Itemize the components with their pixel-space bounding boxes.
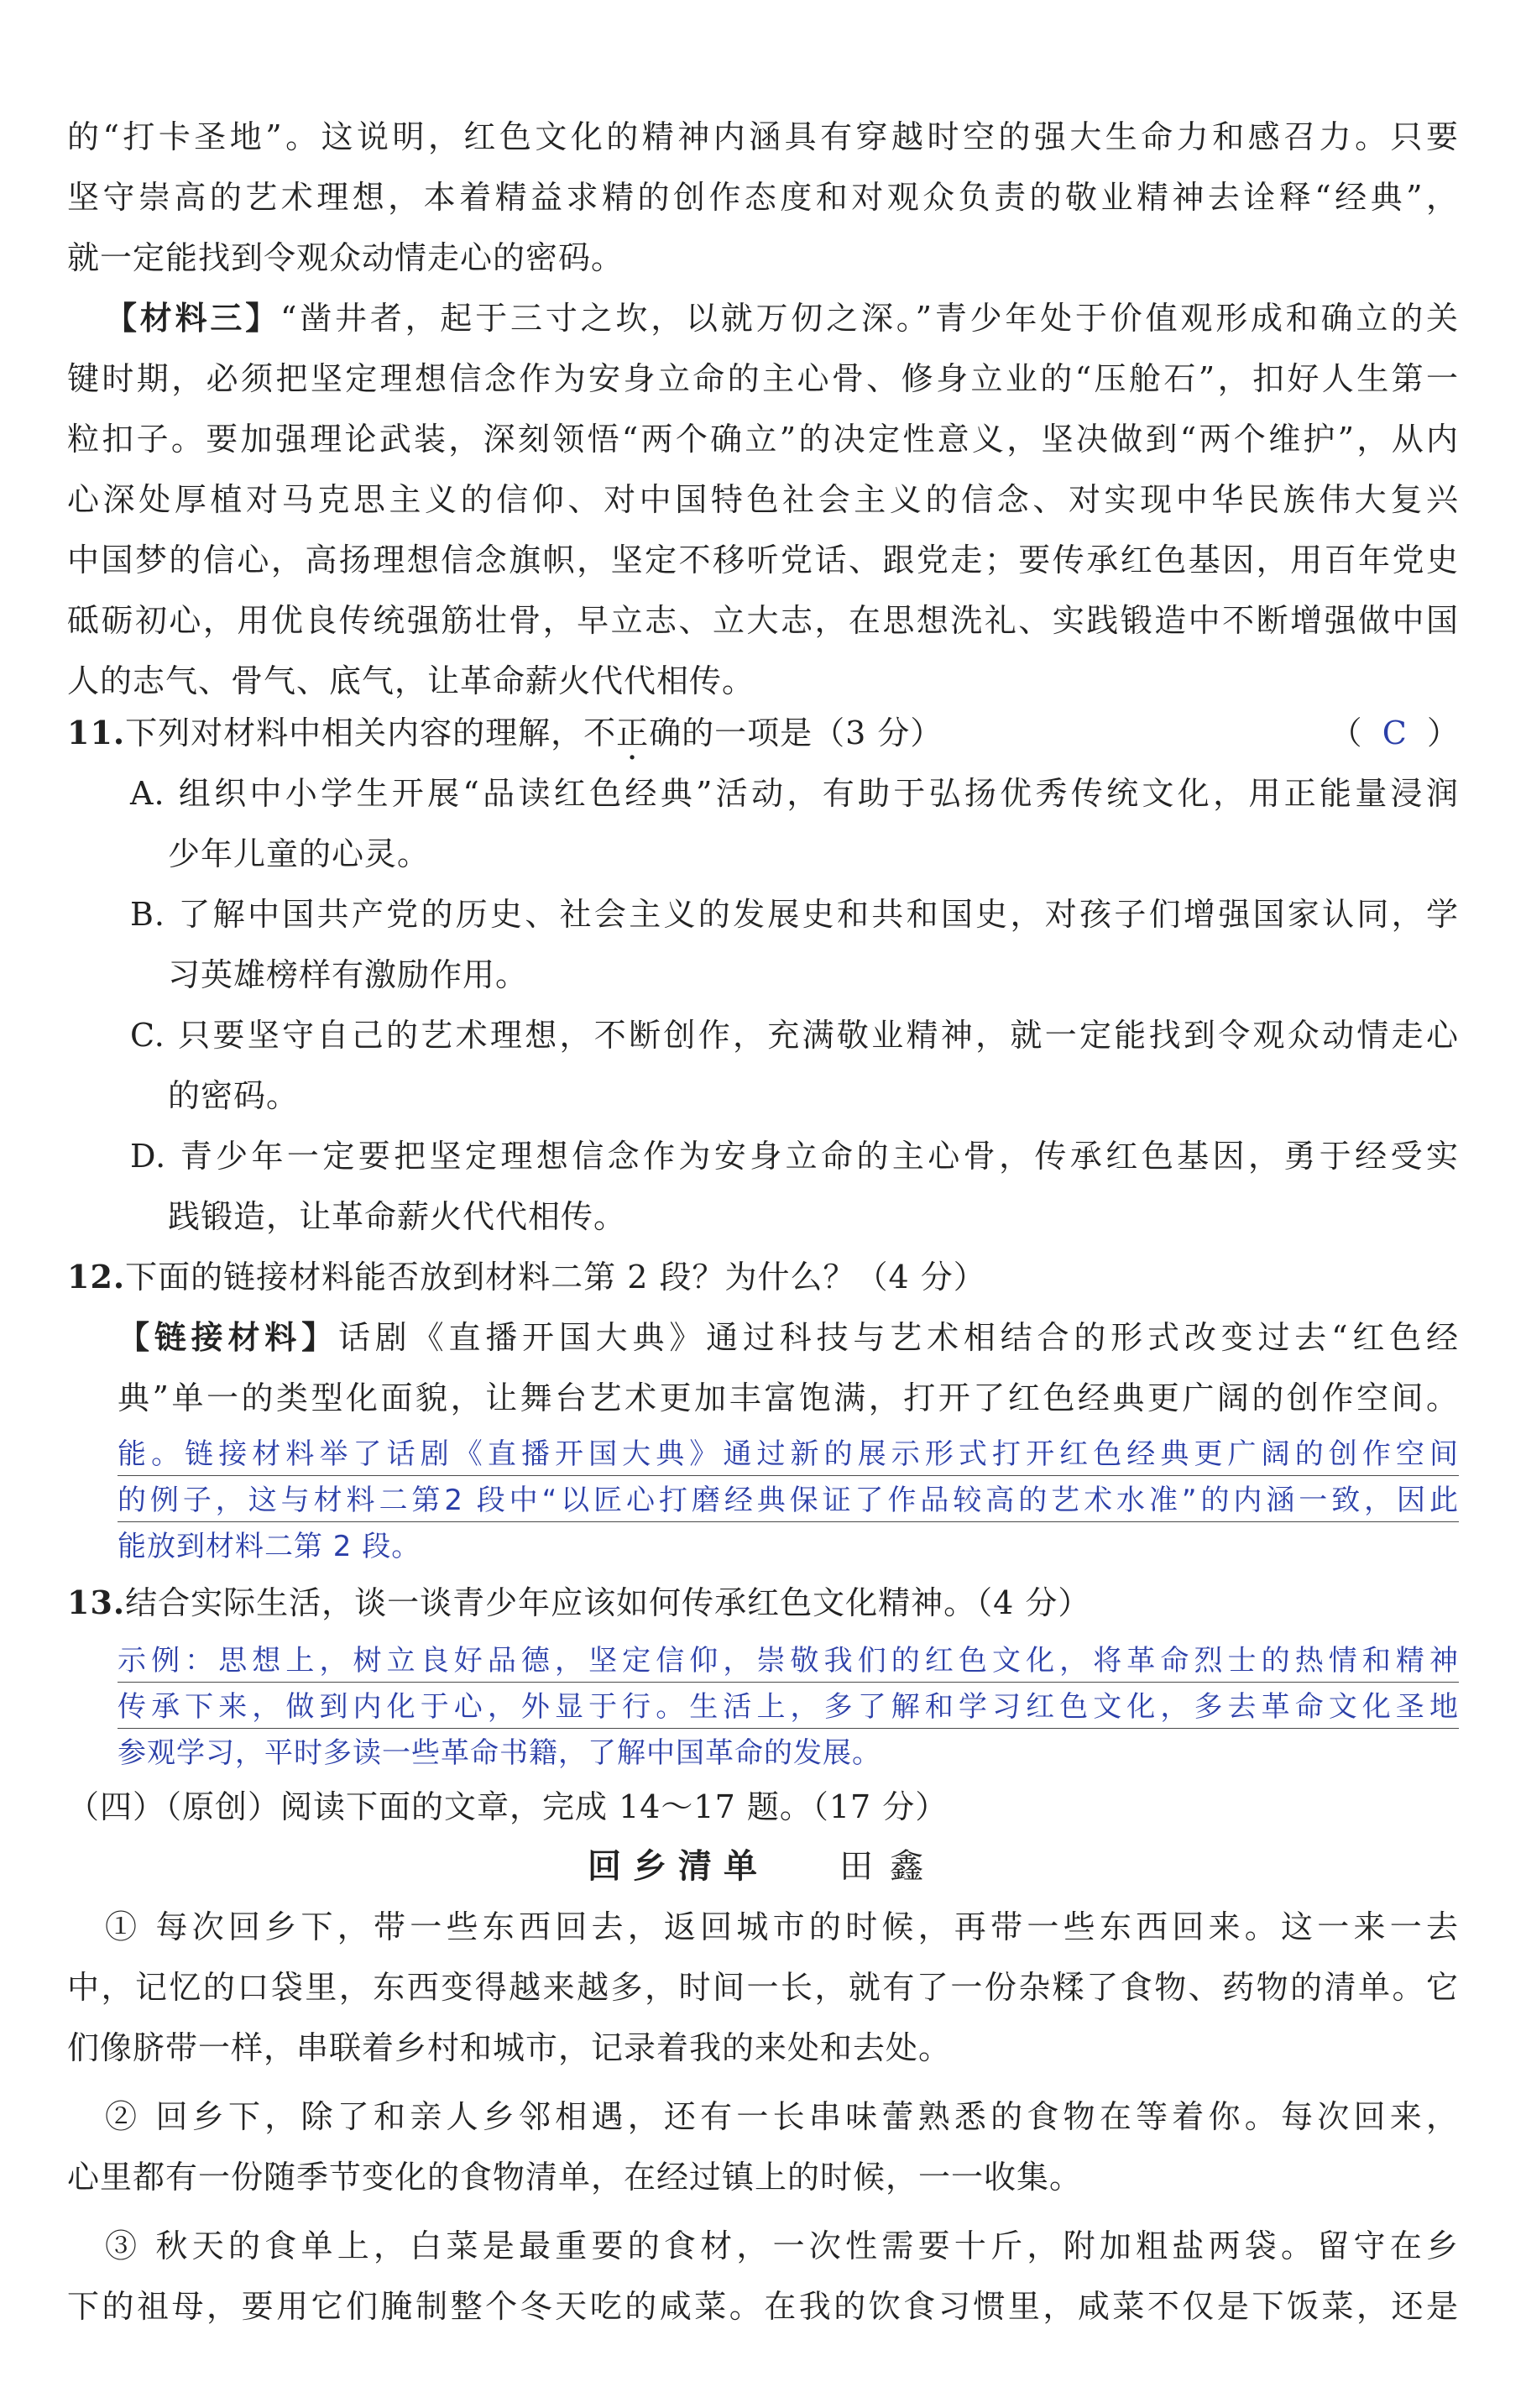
q12-answer-line: 能放到材料二第 2 段。 — [118, 1530, 421, 1563]
q11-option-b: B. 了解中国共产党的历史、社会主义的发展史和共和国史，对孩子们增强国家认同，学 — [130, 896, 1459, 933]
material3-line: 砥砺初心，用优良传统强筋壮骨，早立志、立大志，在思想洗礼、实践锻造中不断增强做中国 — [67, 602, 1459, 639]
q13-stem: 13.结合实际生活，谈一谈青少年应该如何传承红色文化精神。（4 分） — [67, 1584, 1091, 1621]
q13-answer-line: 示例：思想上，树立良好品德，坚定信仰，崇敬我们的红色文化，将革命烈士的热情和精神 — [118, 1640, 1459, 1683]
q11-option-d: D. 青少年一定要把坚定理想信念作为安身立命的主心骨，传承红色基因，勇于经受实 — [130, 1138, 1459, 1175]
q13-answer-line: 参观学习，平时多读一些革命书籍，了解中国革命的发展。 — [118, 1736, 881, 1770]
q11-stem: 11.下列对材料中相关内容的理解，不正确的一项是（3 分） — [67, 712, 1274, 754]
q11-option-a-cont: 少年儿童的心灵。 — [168, 835, 431, 872]
material2-line: 的“打卡圣地”。这说明，红色文化的精神内涵具有穿越时空的强大生命力和感召力。只要 — [67, 118, 1459, 155]
material3-line: 中国梦的信心，高扬理想信念旗帜，坚定不移听党话、跟党走；要传承红色基因，用百年党史 — [67, 542, 1459, 578]
material3-line: 人的志气、骨气、底气，让革命薪火代代相传。 — [67, 662, 755, 699]
q11-option-d-cont: 践锻造，让革命薪火代代相传。 — [168, 1198, 627, 1235]
q11-option-c-cont: 的密码。 — [168, 1077, 300, 1114]
q11-option-a: A. 组织中小学生开展“品读红色经典”活动，有助于弘扬优秀传统文化，用正能量浸润 — [130, 775, 1459, 812]
article-title: 回乡清单 — [588, 1846, 769, 1886]
q12-link-label: 【链接材料】 — [118, 1318, 338, 1356]
q11-option-b-cont: 习英雄榜样有激励作用。 — [168, 956, 529, 993]
paragraph-line: ① 每次回乡下，带一些东西回去，返回城市的时候，再带一些东西回来。这一来一去 — [105, 1908, 1459, 1945]
q12-link-material: 【链接材料】话剧《直播开国大典》通过科技与艺术相结合的形式改变过去“红色经 — [118, 1318, 1459, 1356]
paragraph-line: 心里都有一份随季节变化的食物清单，在经过镇上的时候，一一收集。 — [67, 2159, 1083, 2196]
q12-answer-line: 能。链接材料举了话剧《直播开国大典》通过新的展示形式打开红色经典更广阔的创作空间 — [118, 1433, 1459, 1476]
material3-label: 【材料三】 — [105, 299, 280, 337]
paragraph-line: ③ 秋天的食单上，白菜是最重要的食材，一次性需要十斤，附加粗盐两袋。留守在乡 — [105, 2227, 1459, 2264]
paragraph-line: ② 回乡下，除了和亲人乡邻相遇，还有一长串味蕾熟悉的食物在等着你。每次回来， — [105, 2098, 1459, 2135]
article-author: 田鑫 — [839, 1847, 940, 1886]
paragraph-line: 下的祖母，要用它们腌制整个冬天吃的咸菜。在我的饮食习惯里，咸菜不仅是下饭菜，还是 — [67, 2288, 1459, 2325]
section4-intro: （四）（原创）阅读下面的文章，完成 14～17 题。（17 分） — [67, 1788, 949, 1825]
material2-line: 就一定能找到令观众动情走心的密码。 — [67, 239, 625, 276]
q13-answer-line: 传承下来，做到内化于心，外显于行。生活上，多了解和学习红色文化，多去革命文化圣地 — [118, 1686, 1459, 1729]
q12-answer-line: 的例子，这与材料二第2 段中“以匠心打磨经典保证了作品较高的艺术水准”的内涵一致，因此 — [118, 1479, 1459, 1522]
paragraph-line: 们像脐带一样，串联着乡村和城市，记录着我的来处和去处。 — [67, 2029, 952, 2066]
q11-answer: C — [1382, 715, 1407, 751]
q11-answer-box: （ C ） — [1330, 715, 1459, 751]
material3-first-line: 【材料三】“凿井者，起于三寸之坎，以就万仞之深。”青少年处于价值观形成和确立的关 — [105, 299, 1459, 337]
material3-line: 键时期，必须把坚定理想信念作为安身立命的主心骨、修身立业的“压舱石”，扣好人生第一 — [67, 360, 1459, 397]
q11-option-c: C. 只要坚守自己的艺术理想，不断创作，充满敬业精神，就一定能找到令观众动情走心 — [130, 1017, 1459, 1054]
q11-number: 11. — [67, 714, 126, 751]
q12-stem: 12.下面的链接材料能否放到材料二第 2 段？为什么？（4 分） — [67, 1258, 986, 1296]
material3-line: 粒扣子。要加强理论武装，深刻领悟“两个确立”的决定性意义，坚决做到“两个维护”，从内 — [67, 421, 1459, 458]
material3-line: 心深处厚植对马克思主义的信仰、对中国特色社会主义的信念、对实现中华民族伟大复兴 — [67, 481, 1459, 518]
material2-line: 坚守崇高的艺术理想，本着精益求精的创作态度和对观众负责的敬业精神去诠释“经典”， — [67, 179, 1459, 216]
q11-emphasis: 不正确 — [583, 715, 682, 751]
paragraph-line: 中，记忆的口袋里，东西变得越来越多，时间一长，就有了一份杂糅了食物、药物的清单。它 — [67, 1969, 1459, 2006]
q12-link-material-cont: 典”单一的类型化面貌，让舞台艺术更加丰富饱满，打开了红色经典更广阔的创作空间。 — [118, 1379, 1459, 1416]
